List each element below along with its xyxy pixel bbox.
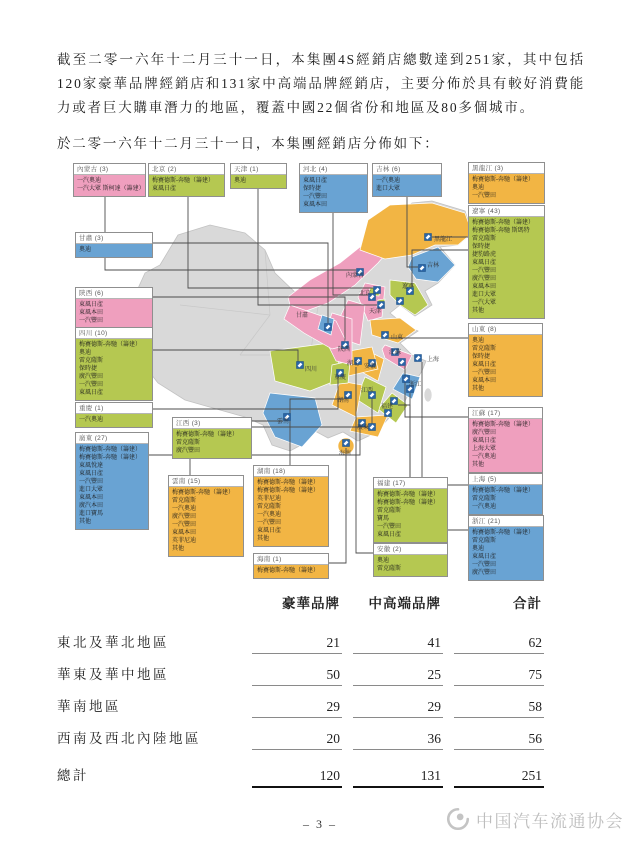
brand-item: 一汽豐田 xyxy=(303,194,328,200)
province-label: 遼寧 xyxy=(402,284,415,290)
province-label: 廣東 xyxy=(357,425,370,431)
brand-item: 奧迪 xyxy=(472,338,485,344)
province-box-header: 遼寧 (43) xyxy=(469,206,544,217)
province-box-body xyxy=(76,414,152,427)
value-cell: 131 xyxy=(353,768,443,788)
brand-item: 梅賽德斯-奔馳（籌建） xyxy=(257,488,319,494)
province-box-body xyxy=(76,339,152,400)
brand-item: 東風日產 xyxy=(79,390,104,396)
province-box-tianjin xyxy=(230,163,287,189)
province-box-zhejiang xyxy=(468,515,544,581)
province-box-liaoning xyxy=(468,205,545,319)
province-box-body xyxy=(469,527,543,580)
brand-item: 一汽奧迪 xyxy=(376,178,401,184)
province-label: 福建 xyxy=(381,404,394,410)
region-label: 總計 xyxy=(57,768,89,783)
province-box-header: 福建 (17) xyxy=(374,478,447,489)
province-label: 江蘇 xyxy=(389,350,402,356)
brand-item: 梅賽德斯-奔馳（籌建） xyxy=(257,480,319,486)
leader-line-shanghai xyxy=(422,362,468,485)
province-label: 上海 xyxy=(427,357,440,363)
brand-item: 奧迪 xyxy=(79,350,92,356)
brand-item: 梅賽德斯-奔馳（籌建） xyxy=(377,492,439,498)
brand-item: 梅賽德斯-奔馳（籌建） xyxy=(79,455,141,461)
brand-item: 東風日產 xyxy=(257,528,282,534)
province-box-header: 江西 (3) xyxy=(173,418,251,429)
brand-item: 雷克薩斯 xyxy=(176,440,201,446)
watermark xyxy=(445,806,624,832)
province-box-fujian xyxy=(373,477,448,543)
brand-item: 梅賽德斯-奔馳（籌建） xyxy=(472,220,534,226)
value-cell: 120 xyxy=(252,768,342,788)
province-box-header: 廣東 (27) xyxy=(76,433,148,444)
brand-item: 保時捷 xyxy=(472,354,491,360)
value-cell: 75 xyxy=(454,667,544,686)
value-cell: 62 xyxy=(454,635,544,654)
province-box-body xyxy=(373,175,441,196)
province-box-header: 上海 (5) xyxy=(469,474,542,485)
brand-item: 廣汽豐田 xyxy=(472,570,497,576)
brand-item: 東風日產 xyxy=(303,178,328,184)
province-box-body xyxy=(149,175,224,196)
brand-item: 一汽奧迪 xyxy=(472,454,497,460)
province-box-header: 重慶 (1) xyxy=(76,403,152,414)
province-label: 內蒙古 xyxy=(346,273,365,279)
province-box-body xyxy=(254,565,328,578)
province-box-body xyxy=(469,174,544,203)
brand-item: 廣汽豐田 xyxy=(176,448,201,454)
value-cell: 41 xyxy=(353,635,443,654)
table-row xyxy=(57,663,544,686)
brand-item: 一汽奧迪 xyxy=(77,178,102,184)
province-label: 陝西 xyxy=(338,347,351,353)
province-box-header: 海南 (1) xyxy=(254,554,328,565)
province-label: 吉林 xyxy=(427,263,440,269)
province-box-body xyxy=(173,429,251,458)
province-box-header: 內蒙古 (3) xyxy=(74,164,145,175)
brand-item: 進口大眾 xyxy=(376,186,401,192)
province-box-header: 天津 (1) xyxy=(231,164,286,175)
brand-item: 一汽豐田 xyxy=(79,479,104,485)
col-header-luxury: 豪華品牌 xyxy=(282,596,340,611)
brand-item: 奧迪 xyxy=(472,546,485,552)
region-label: 東北及華北地區 xyxy=(57,635,169,650)
brand-item: 梅賽德斯-奔馳（籌建） xyxy=(176,432,238,438)
province-box-header: 山東 (8) xyxy=(469,324,542,335)
brand-item: 進口大眾 xyxy=(472,292,497,298)
province-box-body xyxy=(374,489,447,542)
brand-item: 其他 xyxy=(472,386,485,392)
province-box-jiangxi xyxy=(172,417,252,459)
brand-item: 一汽奧迪 xyxy=(257,512,282,518)
province-label: 湖南 xyxy=(337,398,350,404)
brand-item: 其他 xyxy=(172,546,185,552)
province-box-body xyxy=(231,175,286,188)
brand-item: 廣汽本田 xyxy=(79,503,104,509)
table-header-row xyxy=(57,592,544,614)
brand-item: 英菲尼迪 xyxy=(172,538,197,544)
province-box-hebei xyxy=(299,163,368,213)
table-row xyxy=(57,695,544,718)
province-label: 山東 xyxy=(391,335,404,341)
brand-item: 東風本田 xyxy=(303,202,328,208)
brand-item: 奧迪 xyxy=(377,558,390,564)
brand-item: 東風日產 xyxy=(472,362,497,368)
map-lead-paragraph: 於二零一六年十二月三十一日，本集團經銷店分佈如下： xyxy=(57,136,440,151)
value-cell: 20 xyxy=(252,731,342,750)
province-box-body xyxy=(469,419,542,472)
brand-item: 一汽豐田 xyxy=(257,520,282,526)
china-dealer-map xyxy=(60,155,600,589)
province-box-sichuan xyxy=(75,327,153,401)
province-box-header: 北京 (2) xyxy=(149,164,224,175)
province-box-beijing xyxy=(148,163,225,197)
province-box-body xyxy=(74,175,145,196)
brand-item: 梅賽德斯-奔馳（籌建） xyxy=(79,447,141,453)
province-label: 北京 xyxy=(359,291,372,297)
brand-item: 一汽豐田 xyxy=(472,370,497,376)
province-box-header: 江蘇 (17) xyxy=(469,408,542,419)
table-row xyxy=(57,631,544,654)
brand-item: 東風本田 xyxy=(472,284,497,290)
province-box-body xyxy=(254,477,328,546)
brand-item: 其他 xyxy=(79,519,92,525)
province-box-body xyxy=(469,217,544,318)
province-box-header: 黑龍江 (3) xyxy=(469,163,544,174)
brand-item: 梅賽德斯-奔馳（籌建） xyxy=(172,490,234,496)
brand-item: 一汽豐田 xyxy=(472,268,497,274)
province-label: 重慶 xyxy=(334,375,347,381)
region-label: 華東及華中地區 xyxy=(57,667,169,682)
brand-item: 梅賽德斯-奔馳（籌建） xyxy=(257,568,319,574)
brand-item: 雷克薩斯 xyxy=(472,538,497,544)
value-cell: 56 xyxy=(454,731,544,750)
value-cell: 36 xyxy=(353,731,443,750)
province-box-body xyxy=(76,444,148,529)
brand-item: 東風日產 xyxy=(377,532,402,538)
province-box-anhui xyxy=(373,543,448,577)
province-box-jiangsu xyxy=(468,407,543,473)
leader-line-hainan xyxy=(329,448,346,563)
brand-item: 廣汽豐田 xyxy=(79,374,104,380)
brand-item: 東風本田 xyxy=(172,530,197,536)
province-box-jilin xyxy=(372,163,442,197)
cada-logo-icon xyxy=(445,806,471,832)
brand-item: 保時捷 xyxy=(303,186,322,192)
brand-item: 寶馬 xyxy=(377,516,390,522)
province-box-header: 湖南 (18) xyxy=(254,466,328,477)
brand-item: 雷克薩斯 xyxy=(377,566,402,572)
value-cell: 29 xyxy=(252,699,342,718)
brand-item: 東風日產 xyxy=(472,554,497,560)
province-label: 安徽 xyxy=(364,364,377,370)
brand-item: 一汽奧迪 xyxy=(472,504,497,510)
value-cell: 251 xyxy=(454,768,544,788)
brand-item: 其他 xyxy=(257,536,270,542)
province-box-body xyxy=(300,175,367,212)
brand-item: 一汽豐田 xyxy=(79,382,104,388)
intro-paragraph: 截至二零一六年十二月三十一日，本集團4S經銷店總數達到251家，其中包括120家豪華品牌經銷店和131家中高端品牌經銷店，主要分佈於具有較好消費能力或者巨大購車潛力的地區，覆蓋中國22個省份和地區及80多個城市。 xyxy=(57,52,585,115)
brand-item: 雷克薩斯 xyxy=(377,508,402,514)
col-header-midhigh: 中高端品牌 xyxy=(368,596,441,611)
province-box-neimenggu xyxy=(73,163,146,197)
province-box-header: 四川 (10) xyxy=(76,328,152,339)
brand-item: 東風本田 xyxy=(79,495,104,501)
province-box-body xyxy=(469,335,542,396)
brand-item: 一汽奧迪 xyxy=(79,417,104,423)
province-box-shandong xyxy=(468,323,543,397)
province-box-header: 吉林 (6) xyxy=(373,164,441,175)
brand-item: 一汽豐田 xyxy=(472,193,497,199)
province-label: 浙江 xyxy=(409,382,422,388)
watermark-text: 中国汽车流通协会 xyxy=(476,811,624,831)
province-box-body xyxy=(374,555,447,576)
brand-item: 廣汽豐田 xyxy=(472,430,497,436)
brand-item: 雷克薩斯 xyxy=(472,236,497,242)
brand-item: 梅賽德斯-奔馳（籌建） xyxy=(472,177,534,183)
province-box-shaanxi xyxy=(75,287,153,329)
province-label: 江西 xyxy=(361,388,374,394)
brand-item: 雷克薩斯 xyxy=(79,358,104,364)
province-box-header: 雲南 (15) xyxy=(169,476,243,487)
brand-item: 一汽豐田 xyxy=(79,318,104,324)
brand-item: 保時捷 xyxy=(472,244,491,250)
table-total-row xyxy=(57,764,544,788)
brand-item: 一汽大眾 斯柯達（籌建） xyxy=(77,186,145,192)
brand-item: 梅賽德斯-奔馳（籌建） xyxy=(152,178,214,184)
brand-item: 其他 xyxy=(472,308,485,314)
brand-item: 進口寶馬 xyxy=(79,511,104,517)
brand-item: 梅賽德斯-奔馳（籌建） xyxy=(472,422,534,428)
province-label: 天津 xyxy=(369,309,382,315)
brand-item: 梅賽德斯-奔馳（籌建） xyxy=(472,488,534,494)
value-cell: 50 xyxy=(252,667,342,686)
brand-item: 進口大眾 xyxy=(79,487,104,493)
brand-item: 奧迪 xyxy=(234,178,247,184)
province-box-body xyxy=(76,299,152,328)
province-box-header: 安徽 (2) xyxy=(374,544,447,555)
province-box-chongqing xyxy=(75,402,153,428)
province-box-hainan xyxy=(253,553,329,579)
province-shape-heilongjiang xyxy=(360,203,472,259)
province-label: 甘肅 xyxy=(296,313,309,319)
brand-item: 東風悅達 xyxy=(79,463,104,469)
province-box-body xyxy=(76,244,152,257)
province-label: 雲南 xyxy=(277,419,290,425)
page-number: – 3 – xyxy=(303,817,337,831)
brand-item: 廣汽豐田 xyxy=(172,514,197,520)
brand-item: 保時捷 xyxy=(79,366,98,372)
province-label: 湖北 xyxy=(347,361,360,367)
brand-item: 一汽豐田 xyxy=(472,562,497,568)
province-box-gansu xyxy=(75,232,153,258)
value-cell: 58 xyxy=(454,699,544,718)
brand-item: 東風日產 xyxy=(472,260,497,266)
brand-item: 一汽奧迪 xyxy=(172,506,197,512)
brand-item: 東風日產 xyxy=(472,438,497,444)
brand-item: 東風日產 xyxy=(152,186,177,192)
province-box-heilongjiang xyxy=(468,162,545,204)
province-box-header: 河北 (4) xyxy=(300,164,367,175)
province-box-header: 陝西 (6) xyxy=(76,288,152,299)
province-box-body xyxy=(469,485,542,514)
brand-item: 一汽豐田 xyxy=(377,524,402,530)
brand-item: 雷克薩斯 xyxy=(172,498,197,504)
province-label: 黑龍江 xyxy=(434,237,453,243)
value-cell: 21 xyxy=(252,635,342,654)
brand-item: 雷克薩斯 xyxy=(472,346,497,352)
province-box-hunan xyxy=(253,465,329,547)
brand-item: 英菲尼迪 xyxy=(257,496,282,502)
province-box-body xyxy=(169,487,243,556)
brand-item: 梅賽德斯-奔馳 斯瑪特 xyxy=(472,228,530,234)
province-box-header: 甘肅 (3) xyxy=(76,233,152,244)
brand-item: 東風本田 xyxy=(79,310,104,316)
province-box-header: 浙江 (21) xyxy=(469,516,543,527)
dealer-summary-table xyxy=(57,592,544,797)
brand-item: 上海大眾 xyxy=(472,446,497,452)
value-cell: 29 xyxy=(353,699,443,718)
table-row xyxy=(57,727,544,750)
brand-item: 東風本田 xyxy=(472,378,497,384)
table-body xyxy=(57,631,544,788)
province-box-guangdong xyxy=(75,432,149,530)
brand-item: 一汽大眾 xyxy=(472,300,497,306)
brand-item: 梅賽德斯-奔馳（籌建） xyxy=(79,342,141,348)
brand-item: 捷豹路虎 xyxy=(472,252,497,258)
brand-item: 東風日產 xyxy=(79,471,104,477)
island-taiwan xyxy=(424,388,432,402)
brand-item: 雷克薩斯 xyxy=(472,496,497,502)
brand-item: 梅賽德斯-奔馳（籌建） xyxy=(377,500,439,506)
brand-item: 東風日產 xyxy=(79,302,104,308)
brand-item: 奧迪 xyxy=(79,247,92,253)
region-label: 西南及西北內陸地區 xyxy=(57,731,201,746)
value-cell: 25 xyxy=(353,667,443,686)
province-box-yunnan xyxy=(168,475,244,557)
province-label: 四川 xyxy=(305,367,318,373)
province-box-shanghai xyxy=(468,473,543,515)
brand-item: 奧迪 xyxy=(472,185,485,191)
brand-item: 一汽豐田 xyxy=(172,522,197,528)
region-label: 華南地區 xyxy=(57,699,121,714)
province-label: 海南 xyxy=(339,451,352,457)
brand-item: 梅賽德斯-奔馳（籌建） xyxy=(472,530,534,536)
brand-item: 雷克薩斯 xyxy=(257,504,282,510)
col-header-total: 合計 xyxy=(513,596,542,611)
brand-item: 其他 xyxy=(472,462,485,468)
brand-item: 廣汽豐田 xyxy=(472,276,497,282)
